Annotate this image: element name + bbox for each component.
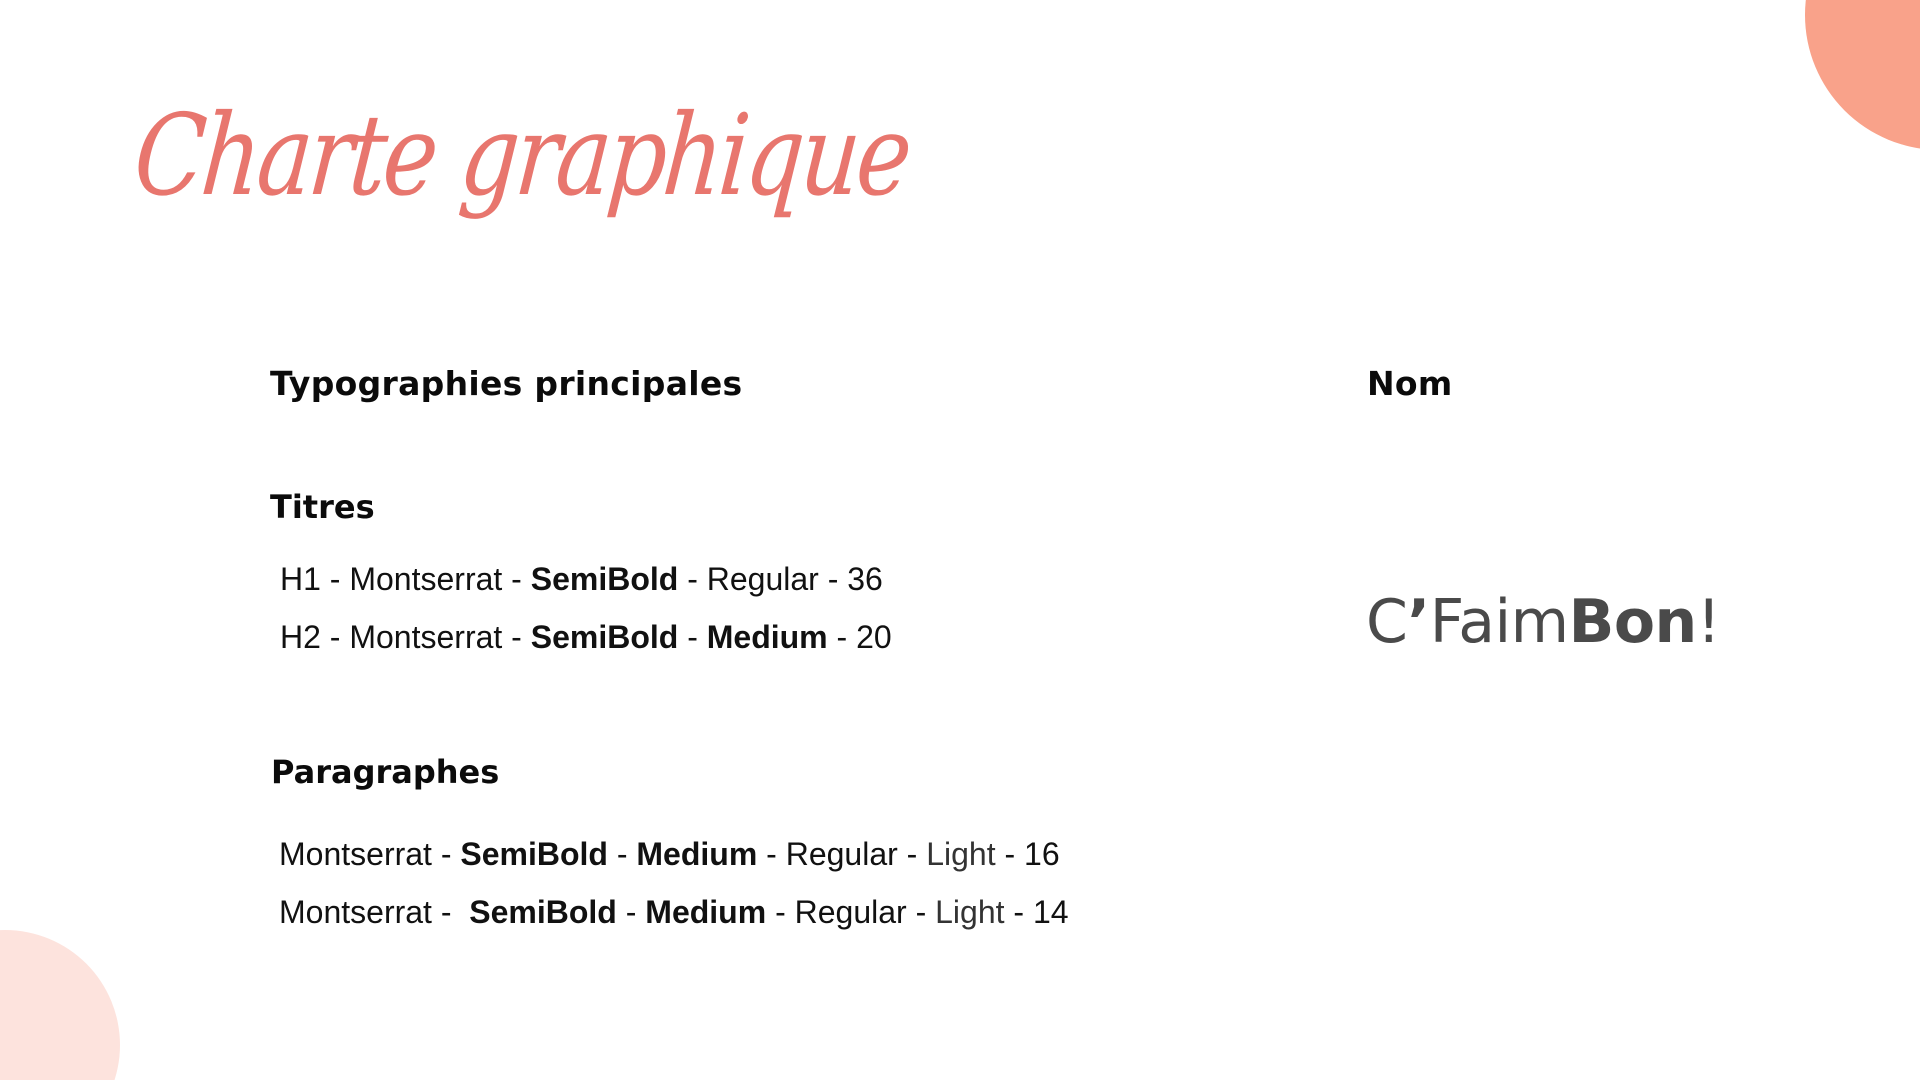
spec-segment: Medium	[706, 619, 828, 655]
titres-spec-h2	[280, 619, 892, 656]
decorative-circle-bottom-left	[0, 930, 120, 1080]
spec-segment: H1 - Montserrat -	[280, 561, 531, 597]
spec-segment: Montserrat -	[279, 894, 470, 930]
spec-segment: - 20	[827, 619, 892, 655]
logo-word-faim: Faim	[1429, 587, 1569, 657]
typographies-heading: Typographies principales	[270, 364, 743, 403]
spec-segment: Light	[935, 894, 1005, 930]
spec-segment: - 16	[995, 836, 1060, 872]
spec-segment: - 14	[1004, 894, 1069, 930]
spec-segment: -	[616, 894, 646, 930]
spec-segment: Montserrat -	[279, 836, 461, 872]
spec-segment: SemiBold	[460, 836, 608, 872]
nom-heading: Nom	[1367, 364, 1453, 403]
paragraphes-spec-16	[279, 836, 1060, 873]
spec-segment: Medium	[636, 836, 758, 872]
spec-segment: Medium	[645, 894, 767, 930]
spec-segment: Light	[926, 836, 996, 872]
spec-segment: SemiBold	[530, 619, 679, 655]
decorative-circle-top-right	[1805, 0, 1920, 150]
logo-letter-c: C	[1366, 587, 1408, 657]
brand-logo	[1366, 587, 1721, 657]
spec-segment: - Regular -	[757, 836, 927, 872]
logo-word-bon: Bon	[1568, 587, 1697, 657]
spec-segment: -	[678, 619, 707, 655]
logo-apostrophe: ’	[1407, 587, 1430, 657]
titres-spec-h1	[280, 561, 883, 598]
spec-segment: -	[607, 836, 637, 872]
spec-segment: SemiBold	[530, 561, 679, 597]
page-title: Charte graphique	[129, 91, 914, 221]
paragraphes-heading: Paragraphes	[271, 753, 500, 791]
titres-heading: Titres	[270, 488, 375, 526]
logo-exclamation: !	[1696, 587, 1721, 657]
spec-segment: SemiBold	[469, 894, 617, 930]
spec-segment: - Regular - 36	[678, 561, 883, 597]
spec-segment: - Regular -	[766, 894, 936, 930]
spec-segment: H2 - Montserrat -	[280, 619, 531, 655]
paragraphes-spec-14	[279, 894, 1069, 931]
